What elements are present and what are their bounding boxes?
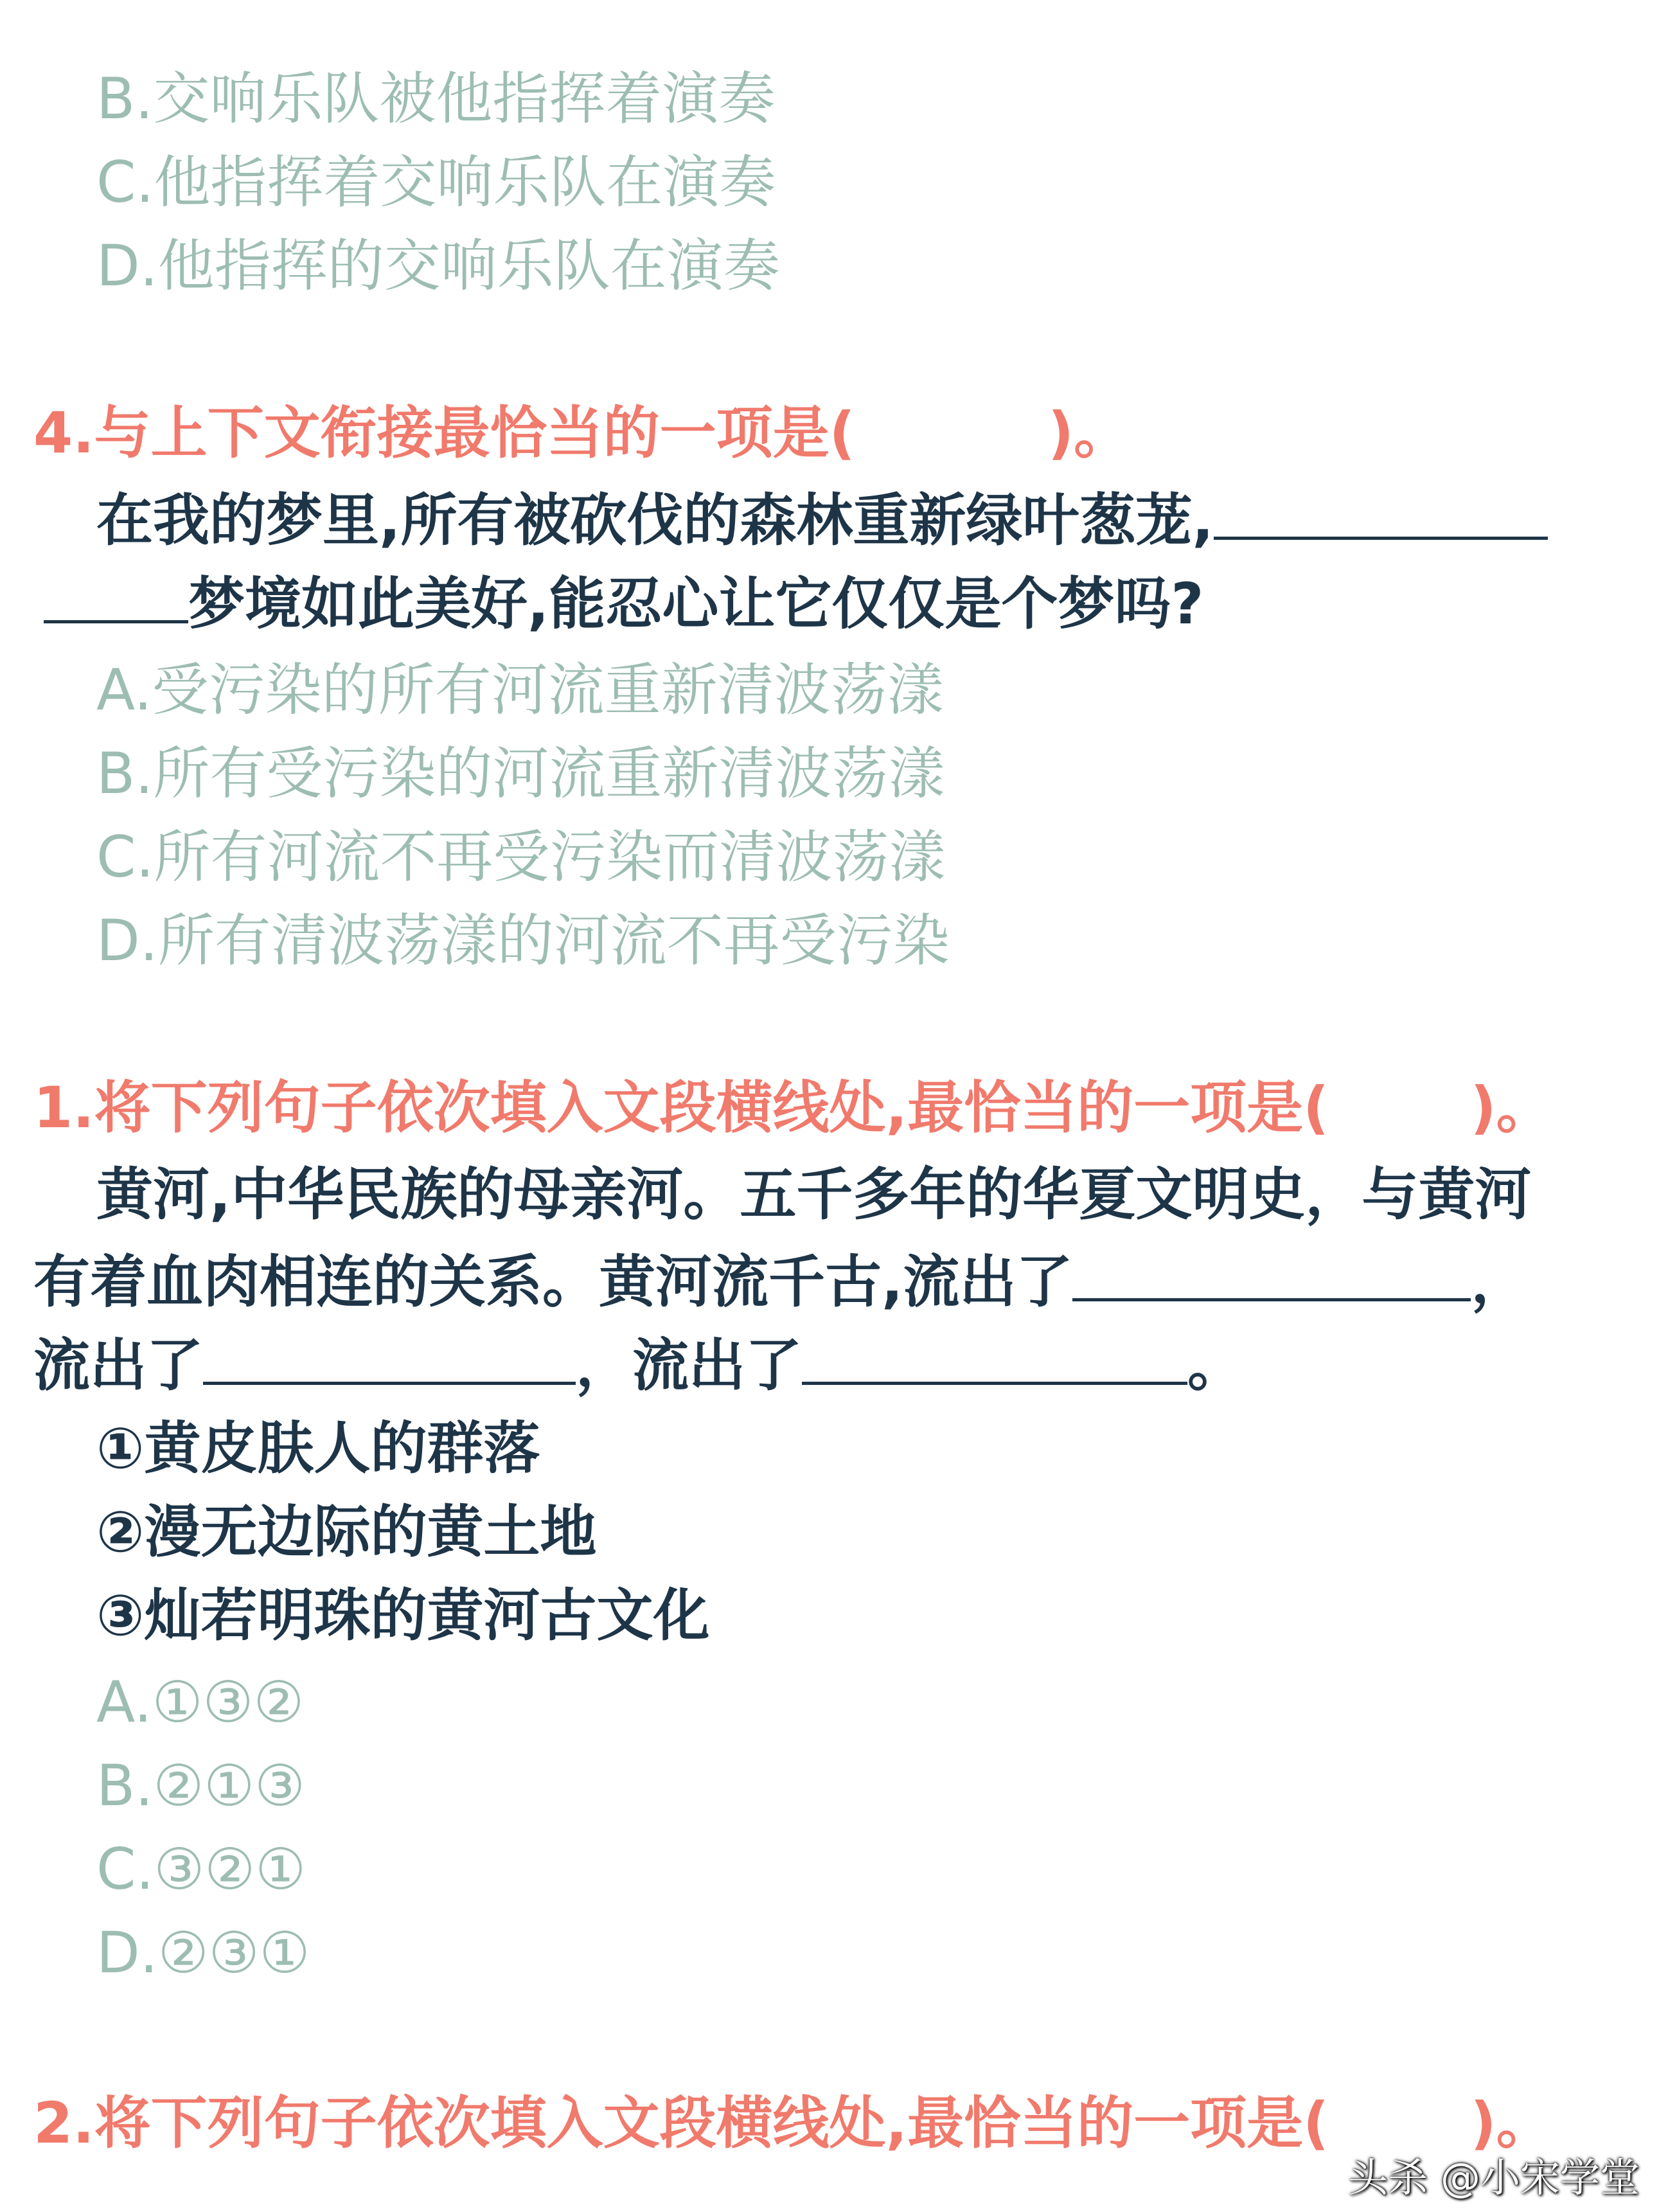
q1-passage-line2 xyxy=(33,1249,1528,1315)
q4-prompt-start: 4.与上下文衔接最恰当的一项是( xyxy=(33,400,855,466)
q4-passage-text2: 梦境如此美好,能忍心让它仅仅是个梦吗? xyxy=(188,571,1204,637)
q4-option-d: D.所有清波荡漾的河流不再受污染 xyxy=(96,907,950,974)
q2-prompt-end: )。 xyxy=(1470,2090,1553,2156)
q1-passage-text2a: 有着血肉相连的关系。黄河流千古,流出了 xyxy=(33,1249,1073,1315)
q4-prompt xyxy=(33,400,1131,466)
q2-prompt xyxy=(33,2090,1553,2156)
q1-passage-text3a: 流出了 xyxy=(33,1332,204,1398)
q1-prompt-end: )。 xyxy=(1470,1075,1553,1141)
q1-passage-text3b: ，流出了 xyxy=(576,1332,803,1398)
q4-option-c: C.所有河流不再受污染而清波荡漾 xyxy=(96,824,946,890)
prev-option-b: B.交响乐队被他指挥着演奏 xyxy=(96,66,776,132)
q1-blank-2 xyxy=(203,1337,576,1385)
q1-blank-1 xyxy=(1072,1253,1471,1301)
q4-prompt-end: )。 xyxy=(1047,400,1131,466)
q4-blank-part1 xyxy=(1214,492,1548,540)
q1-option-a: A.①③② xyxy=(96,1669,305,1735)
q4-passage-text1: 在我的梦里,所有被砍伐的森林重新绿叶葱茏, xyxy=(96,487,1214,553)
q1-passage-line3 xyxy=(33,1332,1245,1398)
q1-item-3: ③灿若明珠的黄河古文化 xyxy=(96,1582,710,1648)
q1-option-b: B.②①③ xyxy=(96,1753,306,1819)
q1-prompt xyxy=(33,1075,1553,1141)
q4-option-a: A.受污染的所有河流重新清波荡漾 xyxy=(96,657,944,723)
q1-prompt-start: 1.将下列句子依次填入文段横线处,最恰当的一项是( xyxy=(33,1075,1329,1141)
q1-item-1: ①黄皮肤人的群落 xyxy=(96,1415,540,1481)
q1-option-d: D.②③① xyxy=(96,1920,310,1986)
q1-option-c: C.③②① xyxy=(96,1836,306,1902)
watermark: 头杀 @小宋学堂 xyxy=(1348,2154,1640,2201)
q1-passage-text2b: ， xyxy=(1471,1249,1528,1315)
q1-passage-line1: 黄河,中华民族的母亲河。五千多年的华夏文明史，与黄河 xyxy=(96,1161,1532,1227)
q1-item-2: ②漫无边际的黄土地 xyxy=(96,1499,597,1565)
q2-prompt-start: 2.将下列句子依次填入文段横线处,最恰当的一项是( xyxy=(33,2090,1329,2156)
q1-passage-text3c: 。 xyxy=(1187,1332,1245,1398)
q4-blank-part2 xyxy=(44,575,188,623)
prev-option-d: D.他指挥的交响乐队在演奏 xyxy=(96,233,780,299)
q4-option-b: B.所有受污染的河流重新清波荡漾 xyxy=(96,740,945,807)
q4-passage-line1 xyxy=(96,487,1548,553)
q4-passage-line2 xyxy=(44,571,1204,637)
prev-option-c: C.他指挥着交响乐队在演奏 xyxy=(96,149,776,215)
q1-blank-3 xyxy=(802,1337,1187,1385)
